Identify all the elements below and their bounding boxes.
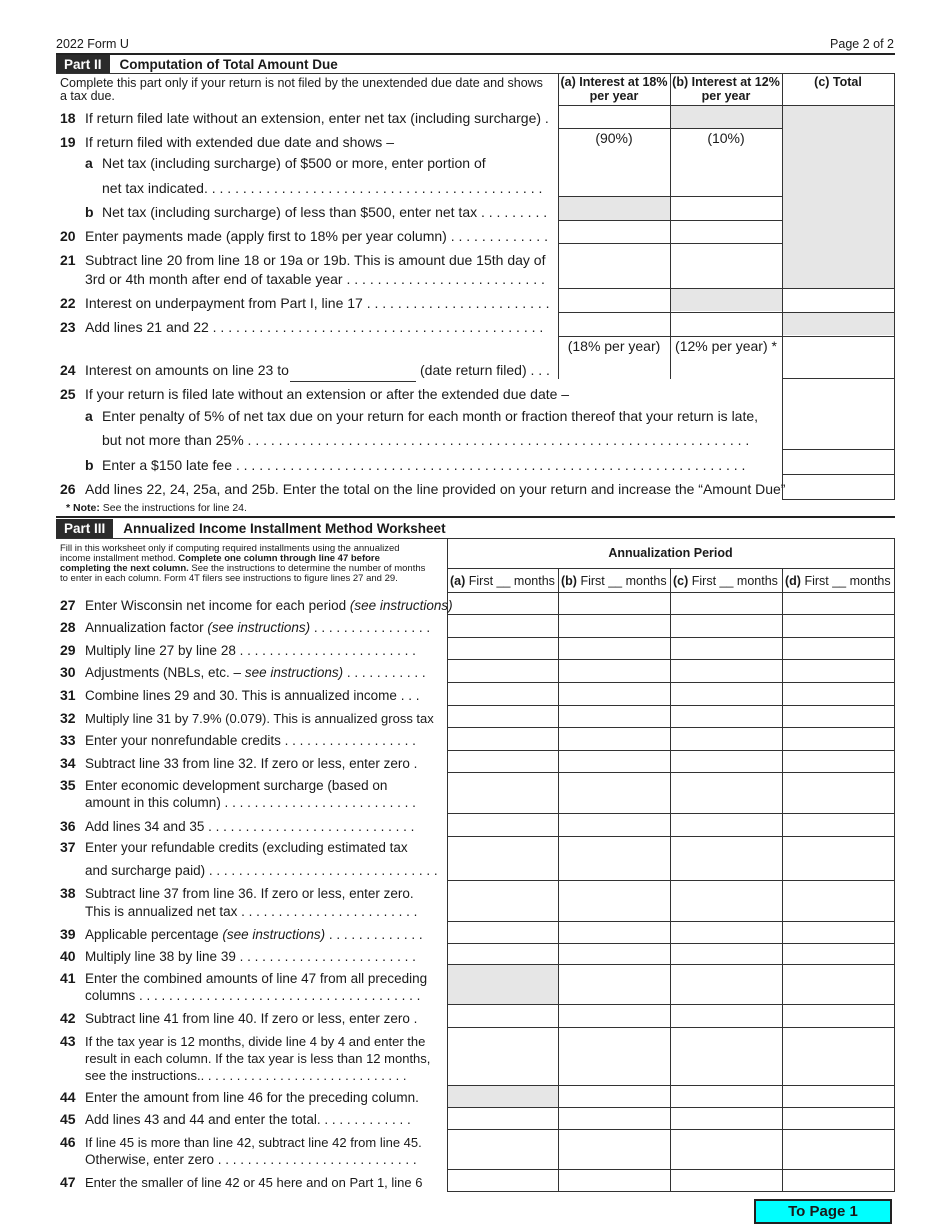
part2-intro: Complete this part only if your return is not filed by the unextended due date and shows a tax due.: [60, 76, 543, 103]
line-19-num: 19: [60, 134, 76, 150]
col-b-header: (b) Interest at 12% per year: [672, 75, 780, 103]
col-c-header: (c) Total: [814, 75, 862, 89]
line-26-num: 26: [60, 481, 76, 497]
line-40-num: 40: [60, 948, 76, 964]
line-18-num: 18: [60, 110, 76, 126]
line-36-text: Add lines 34 and 35 . . . . . . . . . . . . . . . . . . . . . . . . . . . .: [85, 819, 415, 834]
line-42-text: Subtract line 41 from line 40. If zero or less, enter zero .: [85, 1011, 418, 1026]
rate-a: (18% per year): [567, 338, 661, 354]
line-25a-num: a: [85, 408, 93, 424]
line-31-text: Combine lines 29 and 30. This is annualized income . . .: [85, 688, 420, 703]
line-25-num: 25: [60, 386, 76, 402]
line-35-text2: amount in this column) . . . . . . . . . . . . . . . . . . . . . . . . . .: [85, 795, 416, 810]
line-22-text: Interest on underpayment from Part I, line 17 . . . . . . . . . . . . . . . . . . . . . . . .: [85, 295, 550, 311]
part2-header: [56, 54, 895, 74]
line-41-text2: columns . . . . . . . . . . . . . . . . . . . . . . . . . . . . . . . . . . . . . .: [85, 988, 421, 1003]
line-42-num: 42: [60, 1010, 76, 1026]
line-32-text: Multiply line 31 by 7.9% (0.079). This is annualized gross tax: [85, 711, 434, 726]
line-43-num: 43: [60, 1033, 76, 1049]
line-19-text: If return filed with extended due date and shows –: [85, 134, 394, 150]
date-return-filed-field[interactable]: [290, 368, 416, 382]
col-d-period: (d) First __ months: [785, 574, 891, 588]
line-31-num: 31: [60, 687, 76, 703]
line-24-num: 24: [60, 362, 76, 378]
line-30-text: Adjustments (NBLs, etc. – see instructions) . . . . . . . . . . .: [85, 665, 426, 680]
part3-label: Part III: [56, 519, 113, 538]
line-44-text: Enter the amount from line 46 for the preceding column.: [85, 1090, 419, 1105]
line-19b-text: Net tax (including surcharge) of less than $500, enter net tax . . . . . . . . .: [102, 204, 548, 220]
line-20-num: 20: [60, 228, 76, 244]
rate-b: (12% per year) *: [675, 338, 777, 354]
note: * Note: See the instructions for line 24.: [66, 502, 247, 514]
line-33-num: 33: [60, 732, 76, 748]
part2-label: Part II: [56, 55, 110, 74]
line-26-text: Add lines 22, 24, 25a, and 25b. Enter the total on the line provided on your return and increase the “Amount Due”: [85, 481, 786, 497]
shade-44a: [448, 1086, 558, 1107]
col-a-header: (a) Interest at 18% per year: [560, 75, 668, 103]
line-25b-num: b: [85, 457, 94, 473]
line-19a-text: Net tax (including surcharge) of $500 or more, enter portion of: [102, 155, 486, 171]
line-19b-num: b: [85, 204, 94, 220]
line-29-text: Multiply line 27 by line 28 . . . . . . . . . . . . . . . . . . . . . . . .: [85, 643, 416, 658]
to-page-1-button[interactable]: To Page 1: [754, 1199, 892, 1224]
line-24-text2: (date return filed) . . .: [420, 362, 550, 378]
line-46-text2: Otherwise, enter zero . . . . . . . . . . . . . . . . . . . . . . . . . . .: [85, 1152, 417, 1167]
line-37-text: Enter your refundable credits (excluding estimated tax: [85, 840, 408, 855]
line-33-text: Enter your nonrefundable credits . . . . . . . . . . . . . . . . . .: [85, 733, 416, 748]
line-21-num: 21: [60, 252, 76, 268]
line-21-text2: 3rd or 4th month after end of taxable year . . . . . . . . . . . . . . . . . . . . . . . . . .: [85, 271, 545, 287]
line-23-text: Add lines 21 and 22 . . . . . . . . . . . . . . . . . . . . . . . . . . . . . . . . . . . . . . . . . . .: [85, 319, 544, 335]
col-c-period: (c) First __ months: [673, 574, 778, 588]
line-38-num: 38: [60, 885, 76, 901]
line-27-text: Enter Wisconsin net income for each period (see instructions): [85, 598, 453, 613]
shade-18b: [671, 106, 782, 128]
line-32-num: 32: [60, 710, 76, 726]
part3-header: [56, 518, 895, 538]
line-40-text: Multiply line 38 by line 39 . . . . . . . . . . . . . . . . . . . . . . . .: [85, 949, 416, 964]
line-22-num: 22: [60, 295, 76, 311]
shade-22b: [671, 289, 782, 311]
line-45-num: 45: [60, 1111, 76, 1127]
line-45-text: Add lines 43 and 44 and enter the total. . . . . . . . . . . . .: [85, 1112, 411, 1127]
line-28-num: 28: [60, 619, 76, 635]
shade-23c: [783, 313, 894, 335]
line-46-text: If line 45 is more than line 42, subtract line 42 from line 45.: [85, 1135, 422, 1150]
line-38-text2: This is annualized net tax . . . . . . . . . . . . . . . . . . . . . . . .: [85, 904, 418, 919]
shade-41a: [448, 964, 558, 1004]
col-a-period: (a) First __ months: [450, 574, 555, 588]
form-id: 2022 Form U: [56, 37, 129, 51]
line-19a-num: a: [85, 155, 93, 171]
pct-a: (90%): [595, 130, 633, 146]
line-38-text: Subtract line 37 from line 36. If zero or less, enter zero.: [85, 886, 414, 901]
col-b-period: (b) First __ months: [561, 574, 667, 588]
line-30-num: 30: [60, 664, 76, 680]
line-25-text: If your return is filed late without an extension or after the extended due date –: [85, 386, 570, 402]
line-47-num: 47: [60, 1174, 76, 1190]
pct-b: (10%): [707, 130, 745, 146]
line-24-text: Interest on amounts on line 23 to: [85, 362, 289, 378]
line-39-num: 39: [60, 926, 76, 942]
line-25b-text: Enter a $150 late fee . . . . . . . . . . . . . . . . . . . . . . . . . . . . . . . . . . . . . . . . . . . . . . . . . . . . . . . . . . . . . . . . . .: [102, 457, 746, 473]
line-41-text: Enter the combined amounts of line 47 from all preceding: [85, 971, 428, 986]
line-36-num: 36: [60, 818, 76, 834]
line-25a-text: Enter penalty of 5% of net tax due on your return for each month or fraction thereof that your return is late,: [102, 408, 759, 424]
line-43-text: If the tax year is 12 months, divide line 4 by 4 and enter the: [85, 1034, 426, 1049]
line-34-num: 34: [60, 755, 76, 771]
line-19a-text2: net tax indicated. . . . . . . . . . . . . . . . . . . . . . . . . . . . . . . . . . . . . . . . . . . .: [102, 180, 543, 196]
line-47-text: Enter the smaller of line 42 or 45 here and on Part 1, line 6: [85, 1175, 423, 1190]
line-37-num: 37: [60, 839, 76, 855]
shade-19b-a: [559, 197, 670, 220]
line-23-num: 23: [60, 319, 76, 335]
line-20-text: Enter payments made (apply first to 18% per year column) . . . . . . . . . . . . .: [85, 228, 548, 244]
line-28-text: Annualization factor (see instructions) . . . . . . . . . . . . . . . .: [85, 620, 431, 635]
line-43-text2: result in each column. If the tax year is less than 12 months,: [85, 1051, 431, 1066]
line-35-text: Enter economic development surcharge (based on: [85, 778, 388, 793]
line-39-text: Applicable percentage (see instructions) . . . . . . . . . . . . .: [85, 927, 423, 942]
shade-c-upper: [783, 106, 894, 288]
part3-title: Annualized Income Installment Method Worksheet: [123, 520, 446, 536]
line-18-text: If return filed late without an extension, enter net tax (including surcharge) .: [85, 110, 549, 126]
line-34-text: Subtract line 33 from line 32. If zero or less, enter zero .: [85, 756, 418, 771]
line-35-num: 35: [60, 777, 76, 793]
line-41-num: 41: [60, 970, 76, 986]
line-37-text2: and surcharge paid) . . . . . . . . . . . . . . . . . . . . . . . . . . . . . . .: [85, 863, 438, 878]
page-indicator: Page 2 of 2: [830, 37, 894, 51]
part3-intro: Fill in this worksheet only if computing required installments using the annualized income installment method. Complete one column through line 47 before completing the next column. See the instructions to determine the number of months to enter in each column. Form 4T filers see instructions to figure lines 27 and 29.: [60, 543, 426, 584]
line-44-num: 44: [60, 1089, 76, 1105]
line-27-num: 27: [60, 597, 76, 613]
line-21-text: Subtract line 20 from line 18 or 19a or 19b. This is amount due 15th day of: [85, 252, 546, 268]
annualization-period-header: Annualization Period: [608, 546, 733, 560]
part2-title: Computation of Total Amount Due: [119, 56, 338, 72]
line-46-num: 46: [60, 1134, 76, 1150]
line-43-text3: see the instructions.. . . . . . . . . . . . . . . . . . . . . . . . . . . . .: [85, 1068, 407, 1083]
line-25a-text2: but not more than 25% . . . . . . . . . . . . . . . . . . . . . . . . . . . . . . . . . . . . . . . . . . . . . . . . . . . . . . . . . . . . . . . . .: [102, 432, 750, 448]
line-29-num: 29: [60, 642, 76, 658]
